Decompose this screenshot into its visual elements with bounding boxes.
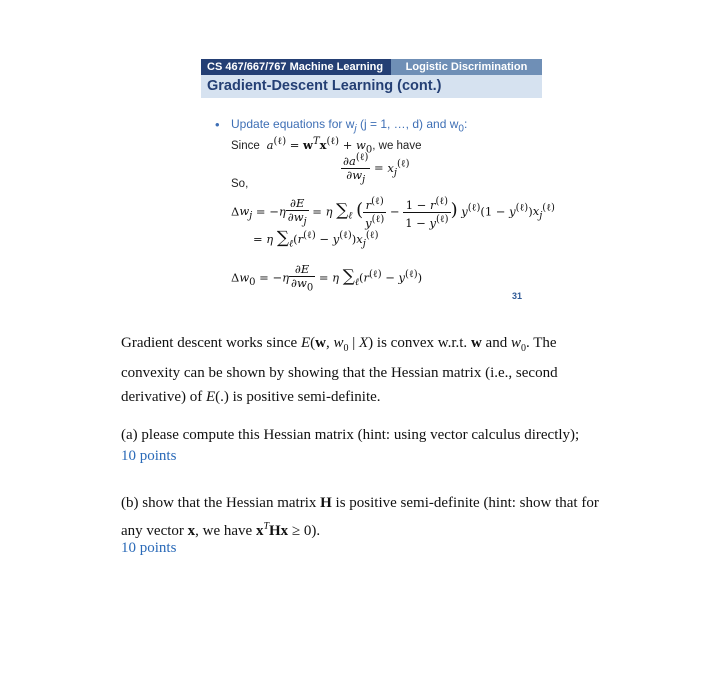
delta-w0-equation: $\Delta w_0 = -\eta$ $\frac{\partial E}{\partial w_0}$ = η $\sum_\ell(r^{(\ell)} - y^{(\ell)})$ — [231, 262, 423, 294]
course-title: CS 467/667/767 Machine Learning — [201, 59, 391, 75]
since-line: Since $a^{(\ell)} = w^Tx^{(\ell)} + w_0$, we have — [231, 136, 422, 156]
slide-subtitle: Gradient-Descent Learning (cont.) — [207, 78, 442, 94]
part-b-line-2: any vector x, we have $x^THx \ge 0$). — [121, 521, 321, 539]
slide-header — [201, 59, 542, 75]
part-a-points: 10 points — [121, 448, 177, 464]
bullet-text: Update equations for $w_j$ (j = 1, …, d) and $w_0$: — [231, 117, 468, 135]
so-label: So, — [231, 178, 249, 190]
delta-wj-equation: $\Delta w_j = -\eta$ $\frac{\partial E}{\partial w_j}$ = η $\sum_\ell$ ( $\frac{r^{(\ell)}}{y^{(\ell)}}$ − $\frac{1 - r^{(\ell)}}{1 - y^{(\ell)}}$ ) $y^{(\ell)}(1 - y^{(\ell)})x_j^{(\ell)}$ — [231, 195, 555, 230]
part-b-line-1: (b) show that the Hessian matrix H is positive semi-definite (hint: show that for — [121, 495, 599, 511]
intro-line-3: derivative) of E(.) is positive semi-definite. — [121, 389, 381, 405]
lecture-slide — [201, 55, 555, 305]
part-b-text — [121, 491, 621, 543]
intro-paragraph — [121, 331, 621, 409]
bullet-dot-icon: • — [215, 117, 220, 132]
part-a-text: (a) please compute this Hessian matrix (hint: using vector calculus directly); — [121, 427, 580, 443]
delta-wj-simplified: = η $\sum_\ell(r^{(\ell)} - y^{(\ell)})x_j^{(\ell)}$ — [253, 228, 379, 250]
slide-page-number: 31 — [511, 291, 522, 301]
topic-title: Logistic Discrimination — [391, 59, 542, 75]
intro-line-1: Gradient descent works since E(w, $w_0$ | X) is convex w.r.t. w and $w_0$. The — [121, 335, 557, 354]
intro-line-2: convexity can be shown by showing that the Hessian matrix (i.e., second — [121, 365, 558, 381]
partial-a-equation: $\frac{\partial a^{(\ell)}}{\partial w_j}$ = $x_j^{(\ell)}$ — [343, 152, 410, 186]
part-b-points: 10 points — [121, 540, 177, 556]
